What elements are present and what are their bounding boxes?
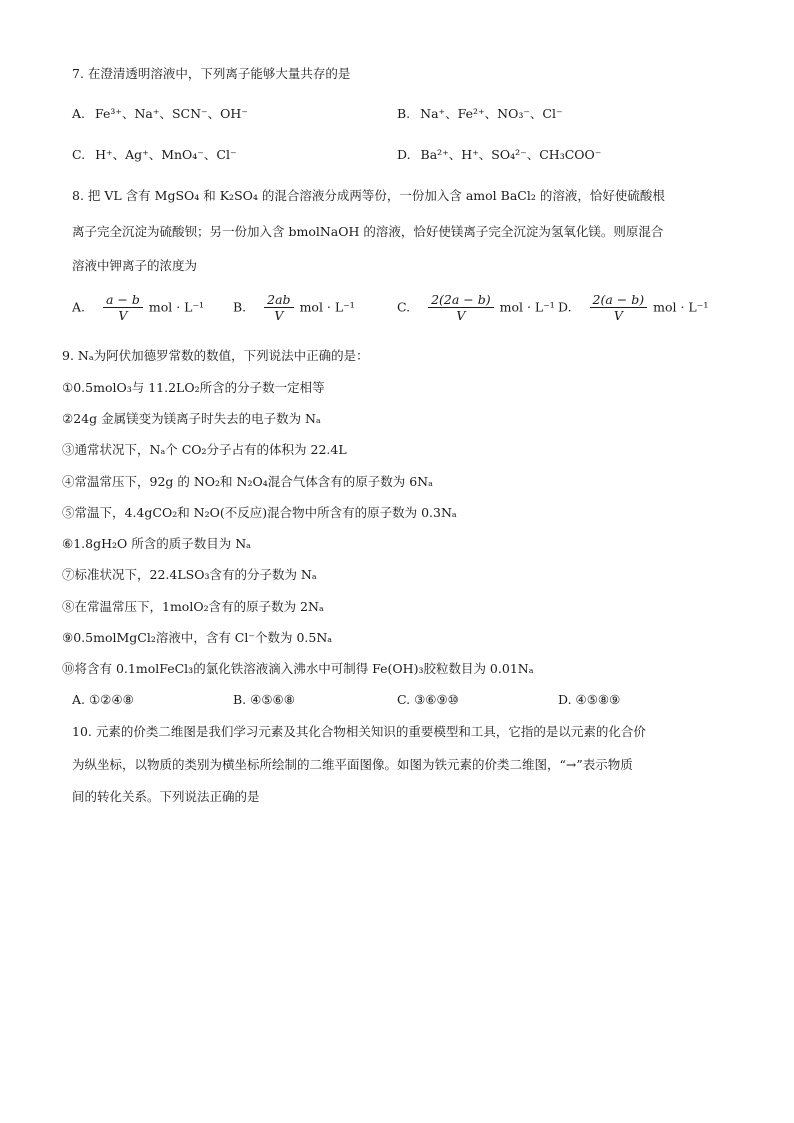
q8-option-a-label: A.: [72, 299, 86, 315]
q10-line-1: 10. 元素的价类二维图是我们学习元素及其化合物相关知识的重要模型和工具，它指的是以元素的化合价: [72, 724, 646, 739]
q10-line-2: 为纵坐标，以物质的类别为横坐标所绘制的二维平面图像。如图为铁元素的价类二维图，“→”表示物质: [72, 757, 633, 772]
q7-option-a-label: A.: [72, 106, 86, 121]
q9-item-4: ④常温常压下，92g 的 NO₂和 N₂O₄混合气体含有的原子数为 6Nₐ: [62, 474, 433, 489]
q8-option-d-numerator: 2(a − b): [590, 292, 648, 308]
q9-item-10: ⑩将含有 0.1molFeCl₃的氯化铁溶液滴入沸水中可制得 Fe(OH)₃胶粒数目为 0.01Nₐ: [62, 661, 534, 676]
q8-option-d-denominator: V: [613, 308, 623, 323]
q7-option-a: [72, 104, 248, 124]
q8-option-c-denominator: V: [456, 308, 466, 323]
q7-option-b: [397, 104, 563, 124]
q8-option-d: [558, 292, 708, 323]
q7-stem: 7. 在澄清透明溶液中，下列离子能够大量共存的是: [72, 66, 351, 81]
q8-option-c-label: C.: [397, 299, 411, 315]
q8-option-d-unit: mol · L⁻¹: [653, 299, 709, 315]
q9-option-d: D. ④⑤⑧⑨: [558, 692, 621, 707]
q8-option-a-denominator: V: [118, 308, 128, 323]
q7-option-c-label: C.: [72, 147, 86, 162]
q9-option-a: A. ①②④⑧: [72, 692, 134, 707]
q9-item-1: ①0.5molO₃与 11.2LO₂所含的分子数一定相等: [62, 380, 325, 395]
q9-option-c: C. ③⑥⑨⑩: [397, 692, 459, 707]
q10-line-3: 间的转化关系。下列说法正确的是: [72, 789, 260, 804]
q8-option-b-denominator: V: [274, 308, 284, 323]
q8-option-a-fraction: [103, 292, 143, 323]
q8-option-b-label: B.: [233, 299, 247, 315]
q7-option-c-text: H⁺、Ag⁺、MnO₄⁻、Cl⁻: [95, 147, 237, 162]
q9-item-6: ⑥1.8gH₂O 所含的质子数目为 Nₐ: [62, 536, 251, 551]
q8-option-b-fraction: [264, 292, 293, 323]
q8-option-a-numerator: a − b: [103, 292, 143, 308]
q8-option-c-numerator: 2(2a − b): [428, 292, 494, 308]
q7-option-d-label: D.: [397, 147, 411, 162]
q8-option-b-numerator: 2ab: [264, 292, 293, 308]
q9-item-7: ⑦标准状况下，22.4LSO₃含有的分子数为 Nₐ: [62, 567, 317, 582]
q7-option-b-text: Na⁺、Fe²⁺、NO₃⁻、Cl⁻: [420, 106, 563, 121]
q9-item-9: ⑨0.5molMgCl₂溶液中，含有 Cl⁻个数为 0.5Nₐ: [62, 630, 333, 645]
q8-option-c-fraction: [428, 292, 494, 323]
q8-line-1: 8. 把 VL 含有 MgSO₄ 和 K₂SO₄ 的混合溶液分成两等份，一份加入含 amol BaCl₂ 的溶液，恰好使硫酸根: [72, 188, 665, 203]
q8-option-b: [233, 292, 355, 323]
q9-item-8: ⑧在常温常压下，1molO₂含有的原子数为 2Nₐ: [62, 599, 324, 614]
q7-option-d-text: Ba²⁺、H⁺、SO₄²⁻、CH₃COO⁻: [420, 147, 602, 162]
q8-line-2: 离子完全沉淀为硫酸钡；另一份加入含 bmolNaOH 的溶液，恰好使镁离子完全沉淀为氢氧化镁。则原混合: [72, 224, 664, 239]
q8-option-a: [72, 292, 204, 323]
q7-option-c: [72, 145, 237, 165]
q7-option-b-label: B.: [397, 106, 411, 121]
q9-item-2: ②24g 金属镁变为镁离子时失去的电子数为 Nₐ: [62, 411, 321, 426]
q9-stem: 9. Nₐ为阿伏加德罗常数的数值，下列说法中正确的是：: [62, 348, 369, 363]
q9-item-5: ⑤常温下，4.4gCO₂和 N₂O(不反应)混合物中所含有的原子数为 0.3Nₐ: [62, 505, 457, 520]
q8-option-a-unit: mol · L⁻¹: [148, 299, 205, 315]
q8-line-3: 溶液中钾离子的浓度为: [72, 258, 198, 273]
q9-item-3: ③通常状况下，Nₐ个 CO₂分子占有的体积为 22.4L: [62, 442, 347, 457]
q7-option-d: [397, 145, 601, 165]
q9-option-b: B. ④⑤⑥⑧: [233, 692, 295, 707]
q8-option-c-unit: mol · L⁻¹: [499, 299, 555, 315]
q8-option-c: [397, 292, 555, 323]
q8-option-d-label: D.: [558, 299, 572, 315]
q7-option-a-text: Fe³⁺、Na⁺、SCN⁻、OH⁻: [95, 106, 248, 121]
q8-option-d-fraction: [590, 292, 648, 323]
q8-option-b-unit: mol · L⁻¹: [299, 299, 355, 315]
